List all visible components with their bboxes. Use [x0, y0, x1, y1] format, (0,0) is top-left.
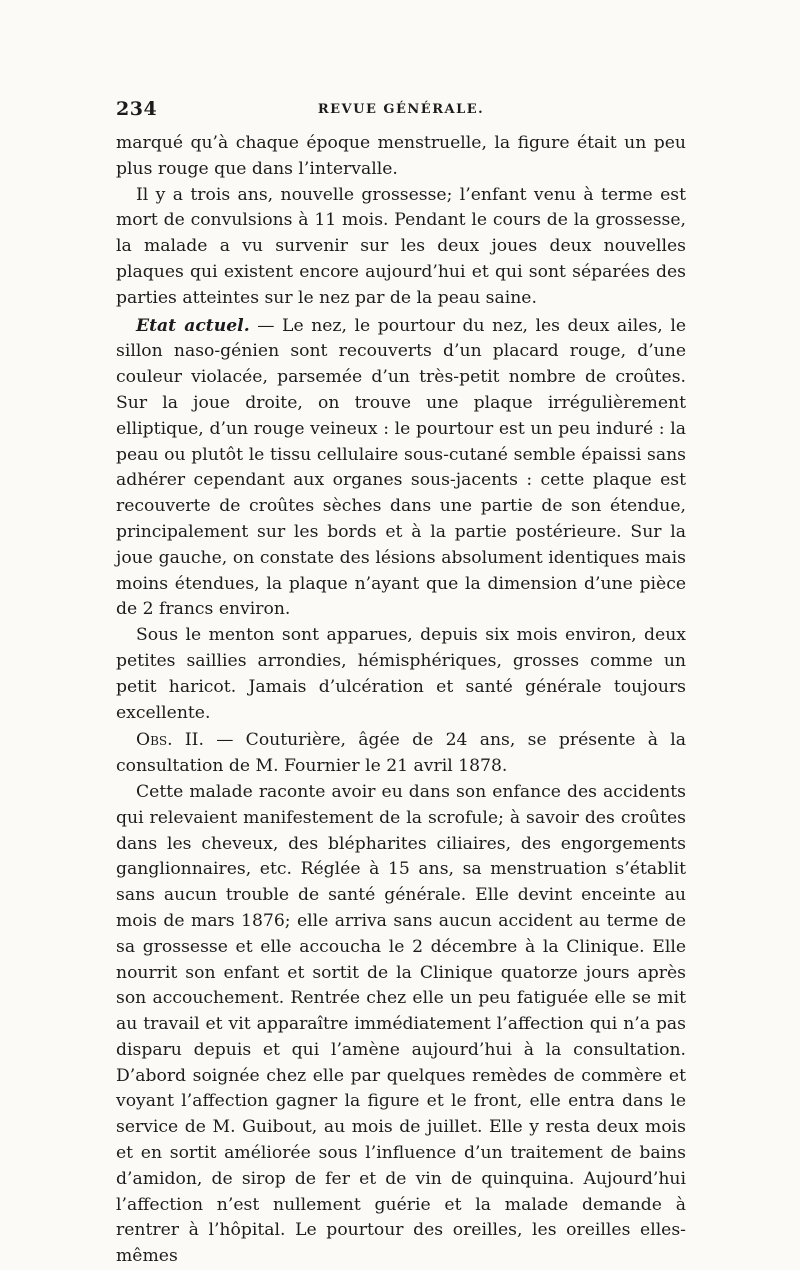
paragraph-6: Cette malade raconte avoir eu dans son enfance des accidents qui relevaient manifestement de la scrofule; à savoir des croûtes dans les cheveux, des blépharites ciliaires, des engorgements ganglionnaires, etc. Réglée à 15 ans, sa menstruation s’établit sans aucun trouble de santé générale. Elle devint enceinte au mois de mars 1876; elle arriva sans aucun accident au terme de sa grossesse et elle accoucha le 2 décembre à la Clinique. Elle nourrit son enfant et sortit de la Clinique quatorze jours après son accouchement. Rentrée chez elle un peu fatiguée elle se mit au travail et vit apparaître immédiatement l’affection qui n’a pas disparu depuis et qui l’amène aujourd’hui à la consultation. D’abord soignée chez elle par quelques remèdes de commère et voyant l’affection gagner la figure et le front, elle entra dans le service de M. Guibout, au mois de juillet. Elle y resta deux mois et en sortit améliorée sous l’influence d’un traitement de bains d’amidon, de sirop de fer et de vin de quinquina. Aujourd’hui l’affection n’est nullement guérie et la malade demande à rentrer à l’hôpital. Le pourtour des oreilles, les oreilles elles-mêmes [116, 781, 686, 1267]
paragraph-etat-actuel [116, 314, 686, 624]
running-head: REVUE GÉNÉRALE. [317, 102, 485, 117]
body-text [116, 131, 686, 1270]
paragraph-4: Sous le menton sont apparues, depuis six mois environ, deux petites saillies arrondies, hémisphériques, grosses comme un petit haricot. Jamais d’ulcération et santé générale toujours excellente. [116, 625, 686, 723]
paragraph-5-text: — Couturière, âgée de 24 ans, se présente à la consultation de M. Fournier le 21 avril 1878. [116, 730, 686, 777]
paragraph-2: Il y a trois ans, nouvelle grossesse; l’enfant venu à terme est mort de convulsions à 11 mois. Pendant le cours de la grossesse, la malade a vu survenir sur les deux joues deux nouvelles plaques qui existent encore aujourd’hui et qui sont séparées des parties atteintes sur le nez par de la peau saine. [116, 184, 686, 308]
page-number: 234 [116, 98, 158, 120]
paragraph-1: marqué qu’à chaque époque menstruelle, la figure était un peu plus rouge que dans l’intervalle. [116, 133, 686, 179]
paragraph-obs-ii [116, 728, 686, 780]
section-lead-etat-actuel: Etat actuel. [136, 315, 250, 336]
observation-label: Obs. II. [136, 730, 204, 751]
page-header [116, 98, 686, 124]
paragraph-3-text: — Le nez, le pourtour du nez, les deux ailes, le sillon naso-génien sont recouverts d’un placard rouge, d’une couleur violacée, parsemée d’un très-petit nombre de croûtes. Sur la joue droite, on trouve une plaque irrégulièrement elliptique, d’un rouge veineux : le pourtour est un peu induré : la peau ou plutôt le tissu cellulaire sous-cutané semble épaissi sans adhérer cependant aux organes sous-jacents : cette plaque est recouverte de croûtes sèches dans une partie de son étendue, principalement sur les bords et à la partie postérieure. Sur la joue gauche, on constate des lésions absolument identiques mais moins étendues, la plaque n’ayant que la dimension d’une pièce de 2 francs environ. [116, 315, 686, 620]
